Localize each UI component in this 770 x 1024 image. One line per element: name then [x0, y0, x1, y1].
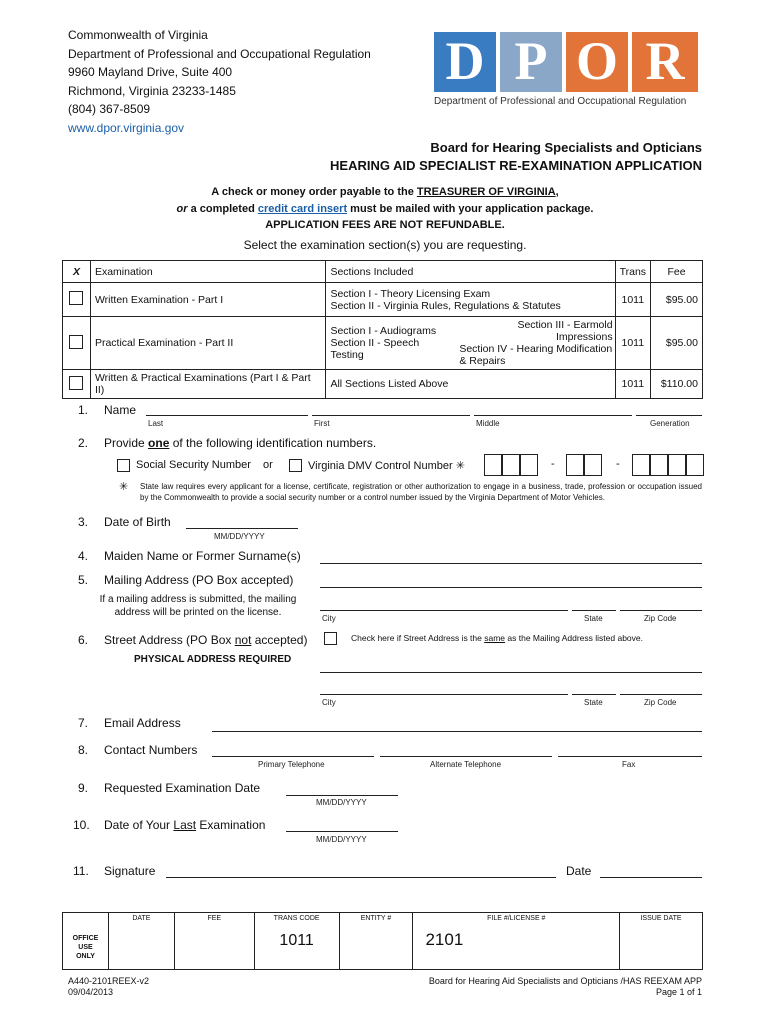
fee-value: $110.00	[651, 370, 703, 399]
not-text: not	[234, 633, 252, 647]
mailing-state-input[interactable]	[572, 610, 616, 611]
same-u: same	[484, 633, 506, 643]
contact-numbers-label: Contact Numbers	[104, 743, 198, 757]
form-number: A440-2101REEX-v2	[68, 976, 150, 986]
id-digit-box[interactable]	[632, 454, 650, 476]
logo-letter-o: O	[575, 31, 618, 91]
field-number: 4.	[78, 549, 89, 563]
mailed-text: must be mailed with your application package.	[347, 203, 594, 215]
section-text: Section I - Theory Licensing Exam	[330, 287, 491, 300]
mailing-address-input[interactable]	[320, 587, 702, 588]
office-fee-cell	[174, 913, 254, 970]
state-caption: State	[584, 698, 603, 707]
signature-label: Signature	[104, 864, 156, 878]
payment-line-1	[0, 186, 770, 198]
logo-letter-r: R	[645, 31, 685, 91]
id-text-2: of the following identification numbers.	[169, 436, 377, 450]
generation-caption: Generation	[650, 419, 690, 428]
sections-cell	[326, 283, 615, 317]
field-number: 6.	[78, 633, 89, 647]
name-label: Name	[104, 403, 137, 417]
board-title: Board for Hearing Specialists and Opticians	[430, 140, 702, 155]
payment-comma: ,	[555, 186, 559, 198]
exam-name: Practical Examination - Part II	[90, 317, 326, 370]
id-text: Provide	[104, 436, 149, 450]
zip-caption: Zip Code	[644, 698, 677, 707]
middle-name-input[interactable]	[474, 415, 632, 416]
office-entity-cell	[339, 913, 413, 970]
office-label: OFFICE	[72, 934, 99, 942]
id-label	[104, 436, 376, 450]
exam-name: Written & Practical Examinations (Part I & Part II)	[90, 370, 326, 399]
office-trans-value: 1011	[279, 932, 314, 949]
col-fee: Fee	[651, 261, 703, 283]
mailing-note	[82, 593, 314, 619]
last-exam-format: MM/DD/YYYY	[316, 835, 367, 844]
alternate-phone-caption: Alternate Telephone	[430, 760, 502, 769]
office-issue-cell	[620, 913, 703, 970]
maiden-name-input[interactable]	[320, 563, 702, 564]
exam-name: Written Examination - Part I	[90, 283, 326, 317]
street-text: Street Address (PO Box	[104, 633, 235, 647]
ssn-label: Social Security Number	[136, 459, 251, 471]
table-row	[63, 317, 703, 370]
dob-label: Date of Birth	[104, 515, 171, 529]
one-text: one	[148, 436, 170, 450]
col-exam: Examination	[90, 261, 326, 283]
org-name: Commonwealth of Virginia	[68, 28, 208, 42]
field-number: 5.	[78, 573, 89, 587]
street: 9960 Mayland Drive, Suite 400	[68, 65, 233, 79]
table-row	[63, 370, 703, 399]
ssn-checkbox[interactable]	[117, 459, 130, 472]
col-sections: Sections Included	[326, 261, 615, 283]
office-issue-header: ISSUE DATE	[640, 915, 682, 922]
refund-notice: APPLICATION FEES ARE NOT REFUNDABLE.	[265, 219, 505, 231]
footer-right	[429, 976, 702, 998]
id-digit-box[interactable]	[484, 454, 502, 476]
last-exam-text-2: Examination	[196, 818, 266, 832]
city: Richmond, Virginia 23233-1485	[68, 83, 236, 98]
logo-subtitle: Department of Professional and Occupational Regulation	[434, 96, 687, 107]
office-trans-header: TRANS CODE	[273, 915, 320, 922]
or-text: or	[176, 203, 188, 215]
mailing-city-input[interactable]	[320, 610, 568, 611]
fee-value: $95.00	[651, 317, 703, 370]
payment-line-2	[0, 203, 770, 215]
id-digit-box[interactable]	[650, 454, 668, 476]
field-number: 8.	[78, 743, 89, 757]
or-label: or	[263, 459, 273, 471]
fee-value: $95.00	[651, 283, 703, 317]
fax-input[interactable]	[558, 756, 702, 757]
generation-input[interactable]	[636, 415, 702, 416]
id-digit-box[interactable]	[668, 454, 686, 476]
sections-cell	[326, 317, 615, 370]
dmv-label: Virginia DMV Control Number ✳	[308, 460, 465, 472]
field-number: 3.	[78, 515, 89, 529]
office-trans-cell	[254, 913, 339, 970]
form-code	[68, 976, 149, 998]
section-text: Section IV - Hearing Modification	[459, 343, 613, 355]
website-link[interactable]: www.dpor.virginia.gov	[68, 120, 185, 135]
same-address-checkbox[interactable]	[324, 632, 337, 645]
dpor-logo	[430, 30, 702, 112]
payment-text: A check or money order payable to the	[211, 186, 417, 198]
treasurer-text: TREASURER OF VIRGINIA	[416, 186, 556, 198]
physical-address-required: PHYSICAL ADDRESS REQUIRED	[134, 654, 292, 665]
dob-input[interactable]	[186, 528, 298, 529]
section-text: Section I - Audiograms	[330, 325, 437, 337]
field-number: 9.	[78, 781, 89, 795]
last-caption: Last	[148, 419, 164, 428]
email-label: Email Address	[104, 716, 181, 730]
id-digit-box[interactable]	[686, 454, 704, 476]
office-use-label	[63, 913, 109, 970]
dash: -	[616, 458, 620, 470]
office-use-table	[62, 912, 703, 970]
dob-format: MM/DD/YYYY	[214, 532, 265, 541]
mailing-zip-input[interactable]	[620, 610, 702, 611]
mailing-address-label: Mailing Address (PO Box accepted)	[104, 573, 294, 587]
same-address-label	[351, 633, 643, 643]
fax-caption: Fax	[622, 760, 636, 769]
section-text: Section II - Virginia Rules, Regulations & Statutes	[330, 299, 561, 312]
id-digit-box[interactable]	[566, 454, 584, 476]
page-number: Page 1 of 1	[655, 987, 702, 997]
exam-date-format: MM/DD/YYYY	[316, 798, 367, 807]
zip-caption: Zip Code	[644, 614, 677, 623]
office-date-header: DATE	[132, 915, 151, 922]
street-city-input[interactable]	[320, 694, 568, 695]
mailing-note-2: address will be printed on the license.	[114, 607, 282, 618]
first-caption: First	[314, 419, 330, 428]
dept-name: Department of Professional and Occupational Regulation	[68, 46, 371, 61]
street-state-input[interactable]	[572, 694, 616, 695]
sections-cell: All Sections Listed Above	[326, 370, 615, 399]
mailing-note-1: If a mailing address is submitted, the mailing	[99, 594, 297, 605]
dash: -	[551, 458, 555, 470]
office-file-header: FILE #/LICENSE #	[487, 915, 546, 922]
last-exam-date-input[interactable]	[286, 831, 398, 832]
office-file-cell	[413, 913, 620, 970]
asterisk: ✳	[119, 481, 129, 493]
completed-text: a completed	[187, 203, 258, 215]
last-exam-text: Date of Your	[104, 818, 174, 832]
id-digit-box[interactable]	[502, 454, 520, 476]
col-trans: Trans	[615, 261, 650, 283]
select-instruction: Select the examination section(s) you are requesting.	[243, 238, 527, 252]
trans-code: 1011	[615, 370, 650, 399]
primary-phone-caption: Primary Telephone	[258, 760, 325, 769]
street-address-input[interactable]	[320, 672, 702, 673]
primary-phone-input[interactable]	[212, 756, 374, 757]
logo-letter-d: D	[445, 31, 485, 91]
last-exam-label	[104, 818, 265, 832]
logo-letter-p: P	[514, 31, 548, 91]
both-exams-checkbox[interactable]	[69, 376, 83, 390]
maiden-name-label: Maiden Name or Former Surname(s)	[104, 549, 301, 563]
form-date: 09/04/2013	[68, 987, 114, 997]
city-caption: City	[322, 614, 336, 623]
id-digit-box[interactable]	[584, 454, 602, 476]
email-input[interactable]	[212, 731, 702, 732]
last-text: Last	[173, 818, 197, 832]
middle-caption: Middle	[476, 419, 500, 428]
street-text-2: accepted)	[251, 633, 308, 647]
only-label: ONLY	[76, 952, 95, 960]
state-law-note: State law requires every applicant for a license, certificate, registration or other authorization to engage in a business, trade, profession or occupation issued by the Commonwealth to provide a social security number or a control number issued by the Virginia Department of Motor Vehicles.	[140, 482, 702, 502]
last-name-input[interactable]	[146, 415, 308, 416]
same-text: Check here if Street Address is the	[351, 633, 485, 643]
table-row	[63, 283, 703, 317]
city-caption: City	[322, 698, 336, 707]
field-number: 2.	[78, 436, 89, 450]
dmv-checkbox[interactable]	[289, 459, 302, 472]
street-address-label	[104, 633, 307, 647]
trans-code: 1011	[615, 317, 650, 370]
practical-exam-checkbox[interactable]	[69, 335, 83, 349]
field-number: 1.	[78, 403, 89, 417]
exam-table	[62, 260, 703, 399]
form-title: HEARING AID SPECIALIST RE-EXAMINATION APPLICATION	[330, 158, 702, 173]
office-file-value: 2101	[425, 930, 464, 949]
footer-board: Board for Hearing Aid Specialists and Opticians /HAS REEXAM APP	[428, 976, 702, 986]
office-fee-header: FEE	[207, 915, 222, 922]
written-exam-checkbox[interactable]	[69, 291, 83, 305]
same-text-2: as the Mailing Address listed above.	[505, 633, 643, 643]
field-number: 11.	[73, 864, 89, 878]
alternate-phone-input[interactable]	[380, 756, 552, 757]
trans-code: 1011	[615, 283, 650, 317]
agency-address	[68, 26, 371, 137]
table-header	[63, 261, 703, 283]
signature-input[interactable]	[166, 877, 556, 878]
field-number: 10.	[73, 818, 90, 832]
office-entity-header: ENTITY #	[360, 915, 392, 922]
exam-date-input[interactable]	[286, 795, 398, 796]
col-x: X	[63, 261, 91, 283]
section-text: & Repairs	[459, 355, 506, 367]
id-digit-box[interactable]	[520, 454, 538, 476]
signature-date-input[interactable]	[600, 877, 702, 878]
street-zip-input[interactable]	[620, 694, 702, 695]
credit-card-insert-link[interactable]: credit card insert	[257, 203, 348, 215]
section-text: Section III - Earmold Impressions	[517, 319, 613, 343]
section-text: Section II - Speech Testing	[330, 337, 420, 361]
field-number: 7.	[78, 716, 89, 730]
office-date-cell	[108, 913, 174, 970]
state-caption: State	[584, 614, 603, 623]
first-name-input[interactable]	[312, 415, 470, 416]
phone: (804) 367-8509	[68, 102, 151, 116]
signature-date-label: Date	[566, 864, 592, 878]
exam-date-label: Requested Examination Date	[104, 781, 261, 795]
use-label: USE	[78, 943, 93, 951]
